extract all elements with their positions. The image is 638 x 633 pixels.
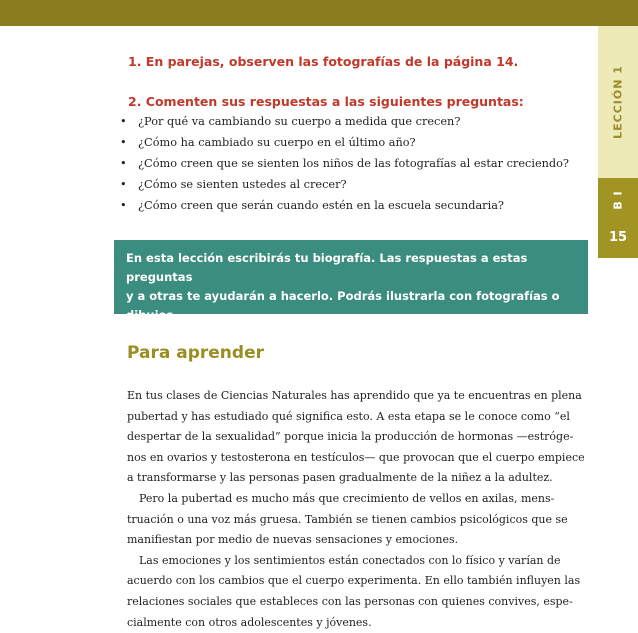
bullet-icon: • [120,199,127,212]
note-line: acerca de tu crecimiento y desarrollo. [126,327,373,341]
body-line: pubertad y has estudiado qué significa esto. A esta etapa se le conoce como “el [127,409,570,423]
body-line: manifiestan por medio de nuevas sensaciones y emociones. [127,533,459,547]
bullet-icon: • [120,136,127,149]
page-number: 15 [608,230,628,245]
activity-heading-2: 2. Comenten sus respuestas a las siguientes preguntas: [128,94,524,109]
note-line: y a otras te ayudarán a hacerlo. Podrás ilustrarla con fotografías o dibujos [126,289,560,322]
top-color-bar [0,0,638,26]
question-list [120,111,569,216]
activity-heading-1: 1. En parejas, observen las fotografías de la página 14. [128,54,519,69]
question-item: • ¿Por qué va cambiando su cuerpo a medida que crecen? [120,111,569,132]
body-line: Pero la pubertad es mucho más que crecimiento de vellos en axilas, mens- [139,491,555,505]
section-title: Para aprender [127,343,264,363]
block-side-tab [598,178,638,258]
body-line: En tus clases de Ciencias Naturales has aprendido que ya te encuentras en plena [127,389,582,402]
body-line: truación o una voz más gruesa. También se tienen cambios psicológicos que se [127,512,568,526]
body-line: despertar de la sexualidad” porque inicia la producción de hormonas —estróge- [127,430,574,444]
lesson-label: LECCIÓN 1 [611,65,625,139]
body-line: cialmente con otros adolescentes y jóvenes. [127,615,372,629]
question-item: • ¿Cómo se sienten ustedes al crecer? [120,174,569,195]
lesson-note-box [114,240,588,341]
lesson-side-tab [598,26,638,178]
block-label: B I [611,190,625,210]
question-item: • ¿Cómo creen que se sienten los niños de las fotografías al estar creciendo? [120,153,569,174]
body-line: relaciones sociales que estableces con las personas con quienes convives, espe- [127,594,573,608]
body-line: nos en ovarios y testosterona en testículos— que provocan que el cuerpo empiece [127,450,585,464]
bullet-icon: • [120,157,127,170]
body-line: a transformarse y las personas pasen gradualmente de la niñez a la adultez. [127,471,553,485]
body-line: acuerdo con los cambios que el cuerpo experimenta. En ello también influyen las [127,574,581,588]
note-line: En esta lección escribirás tu biografía. Las respuestas a estas preguntas [126,251,528,284]
bullet-icon: • [120,115,127,128]
section-body [127,386,585,633]
body-line: Las emociones y los sentimientos están conectados con lo físico y varían de [139,553,561,567]
question-item: • ¿Cómo ha cambiado su cuerpo en el último año? [120,132,569,153]
question-item: • ¿Cómo creen que serán cuando estén en la escuela secundaria? [120,195,569,216]
bullet-icon: • [120,178,127,191]
